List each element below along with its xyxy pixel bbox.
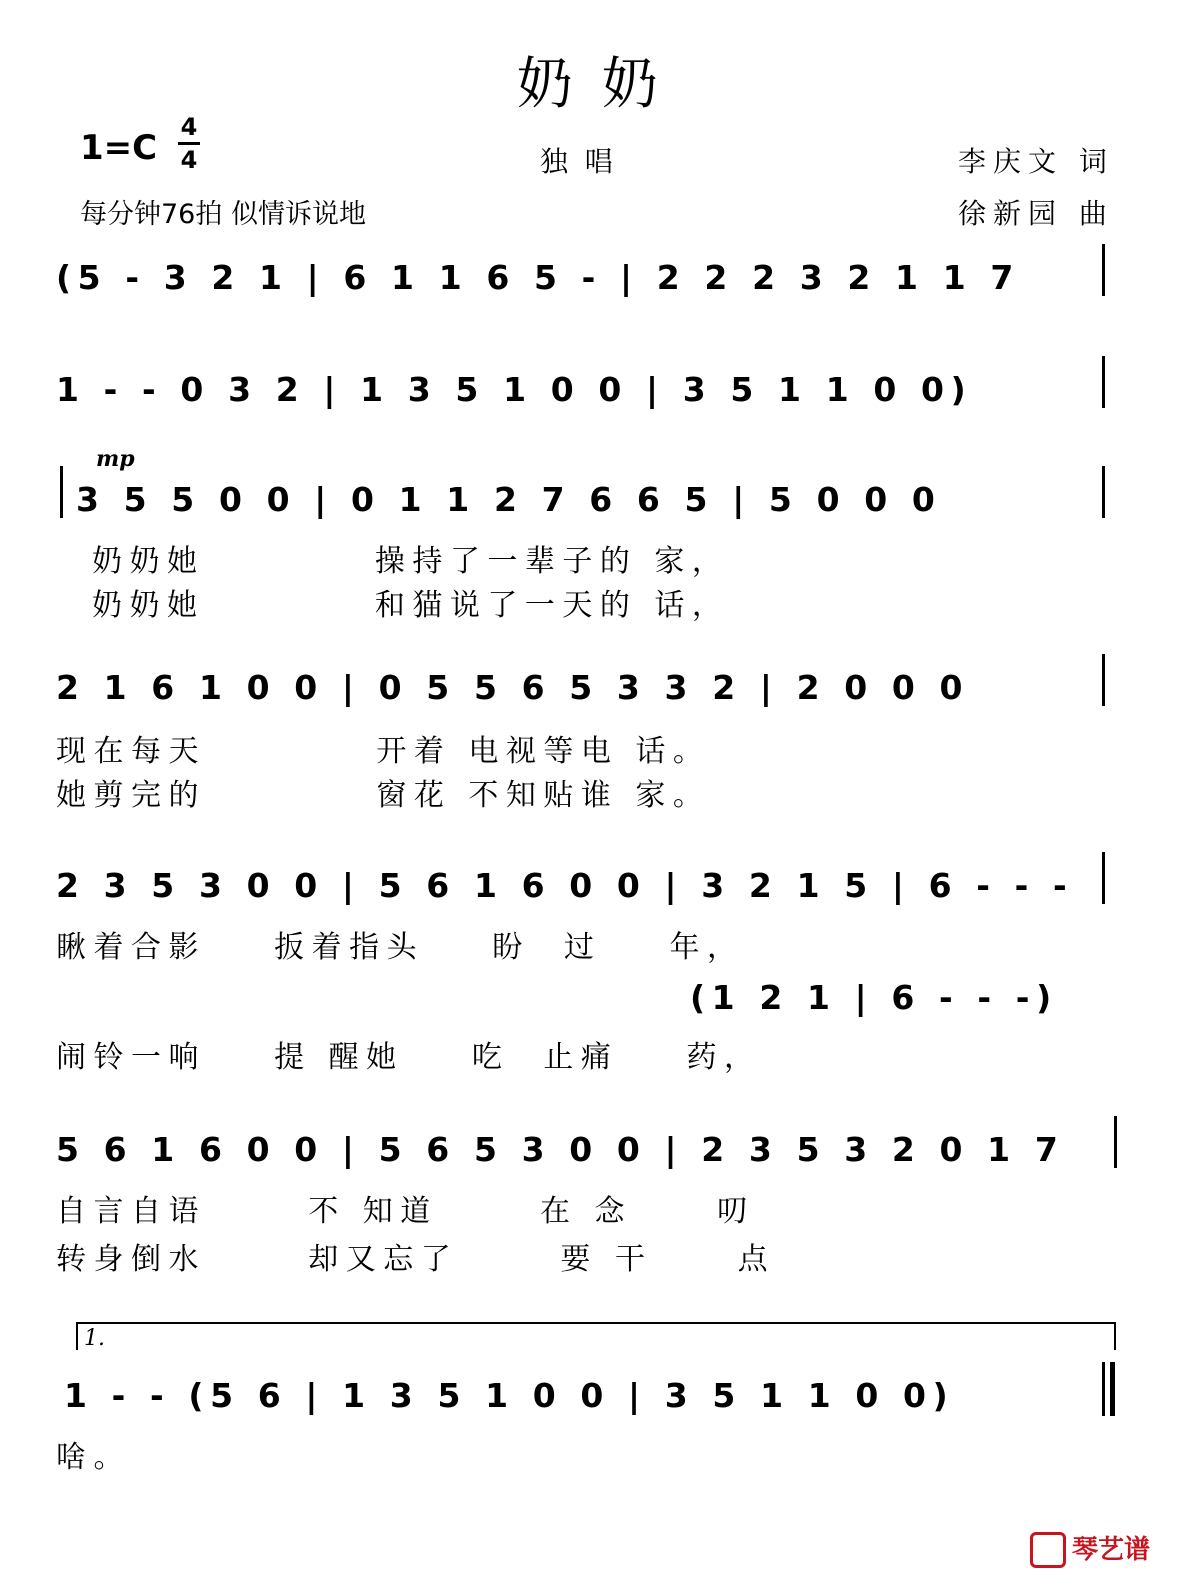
score-row-5-alt-notes: (1 2 1 | 6 - - -) [690,978,1058,1017]
time-sig-top: 4 [180,113,198,141]
barline [1102,244,1105,296]
lyrics-row-4-verse-1: 现在每天 开着 电视等电 话。 [56,734,711,769]
volta-label: 1. [84,1326,105,1351]
first-ending-bracket [76,1322,1116,1350]
song-title: 奶 奶 [516,52,664,117]
lyrics-row-3-verse-2: 奶奶她 和猫说了一天的 话， [92,588,730,623]
performance-type: 独唱 [540,145,630,178]
repeat-start-barline [60,466,63,518]
lyrics-row-6-verse-1: 自言自语 不 知道 在 念 叨 [56,1194,755,1229]
score-row-2: 1 - - 0 3 2 | 1 3 5 1 0 0 | 3 5 1 1 0 0) [56,370,973,409]
barline [1114,1116,1117,1168]
barline [1102,356,1105,408]
lyrics-row-5-verse-2: 闹铃一响 提 醒她 吃 止痛 药， [56,1040,762,1075]
score-row-7: 1 - - (5 6 | 1 3 5 1 0 0 | 3 5 1 1 0 0) [64,1376,955,1415]
barline [1102,466,1105,518]
repeat-end-barline [1102,1362,1105,1416]
score-row-3: 3 5 5 0 0 | 0 1 1 2 7 6 6 5 | 5 0 0 0 [76,480,942,519]
score-row-1: (5 - 3 2 1 | 6 1 1 6 5 - | 2 2 2 3 2 1 1 7 [56,258,1020,297]
score-row-5: 2 3 5 3 0 0 | 5 6 1 6 0 0 | 3 2 1 5 | 6 - - - [56,866,1074,905]
barline [1102,654,1105,706]
time-signature [178,114,200,173]
lyrics-row-6-verse-2: 转身倒水 却又忘了 要 干 点 [56,1242,776,1277]
dynamic-marking: mp [96,446,135,472]
score-row-6: 5 6 1 6 0 0 | 5 6 5 3 0 0 | 2 3 5 3 2 0 1 7 [56,1130,1065,1169]
watermark [1030,1529,1150,1569]
lyrics-row-3-verse-1: 奶奶她 操持了一辈子的 家， [92,544,730,579]
lyricist-credit: 李庆文 词 [958,145,1114,178]
repeat-end-thick-barline [1110,1362,1115,1416]
lyrics-row-5-verse-1: 瞅着合影 扳着指头 盼 过 年， [56,930,745,965]
composer-credit: 徐新园 曲 [958,197,1114,230]
qinyipu-logo-icon [1030,1532,1066,1568]
lyrics-row-4-verse-2: 她剪完的 窗花 不知贴谁 家。 [56,778,711,813]
key-signature: 1=C [80,128,158,168]
score-row-4: 2 1 6 1 0 0 | 0 5 5 6 5 3 3 2 | 2 0 0 0 [56,668,970,707]
tempo-marking: 每分钟76拍 似情诉说地 [80,199,366,230]
lyrics-row-7: 啥。 [56,1440,131,1475]
time-sig-bottom: 4 [180,146,198,174]
watermark-text: 琴艺谱 [1071,1534,1150,1565]
barline [1102,852,1105,904]
